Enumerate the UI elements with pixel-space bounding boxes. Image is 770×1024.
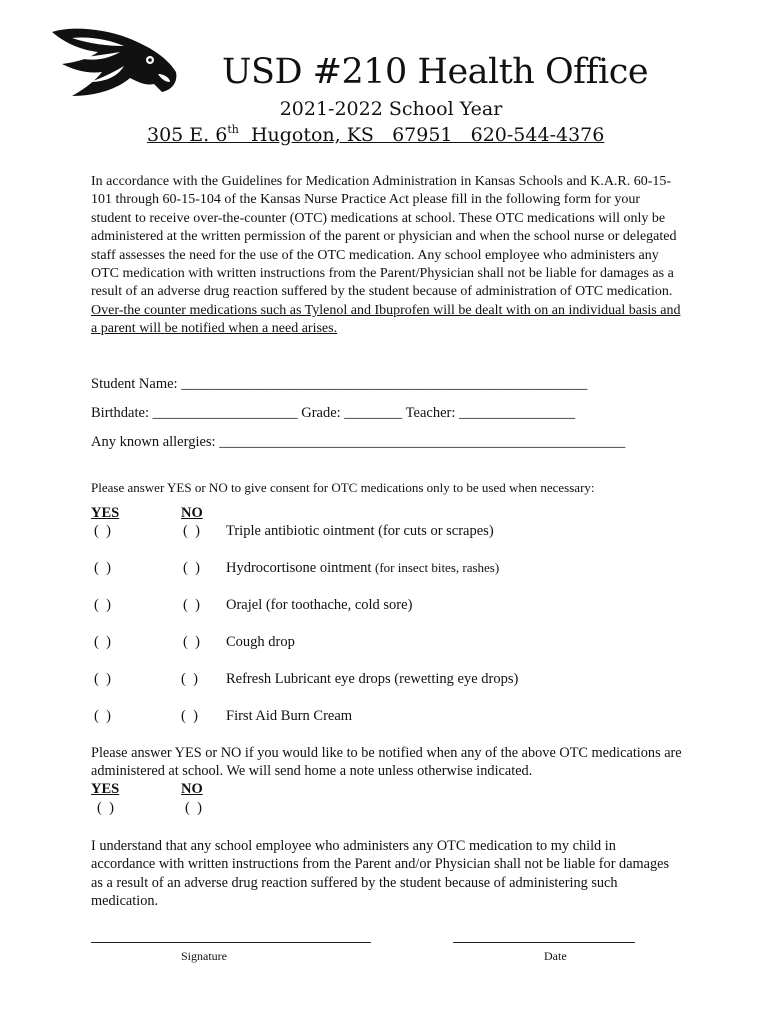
school-year: 2021-2022 School Year bbox=[279, 98, 503, 120]
student-name-field[interactable]: Student Name: ________________________________________________________ bbox=[91, 376, 588, 392]
no-checkbox[interactable]: ( ) bbox=[183, 634, 200, 650]
allergies-field[interactable]: Any known allergies: ________________________________________________________ bbox=[91, 434, 626, 450]
medication-item bbox=[226, 523, 494, 540]
acknowledgment-paragraph: I understand that any school employee who administers any OTC medication to my child in accordance with written instructions from the Parent and/or Physician shall not be liable for damages as a result of an adverse drug reaction suffered by the student because of administering such medication. bbox=[91, 838, 670, 910]
notify-no-checkbox[interactable]: ( ) bbox=[185, 800, 202, 816]
medication-item bbox=[226, 708, 352, 725]
medication-note: (for insect bites, rashes) bbox=[375, 560, 500, 575]
medication-name: Refresh Lubricant eye drops (rewetting eye drops) bbox=[226, 671, 519, 687]
signature-label: Signature bbox=[181, 949, 227, 963]
yes-checkbox[interactable]: ( ) bbox=[94, 634, 111, 650]
consent-prompt: Please answer YES or NO to give consent for OTC medications only to be used when necessary: bbox=[91, 480, 595, 495]
notify-no-header: NO bbox=[181, 781, 203, 797]
notify-yes-header: YES bbox=[91, 781, 120, 797]
yes-checkbox[interactable]: ( ) bbox=[94, 523, 111, 539]
yes-checkbox[interactable]: ( ) bbox=[94, 597, 111, 613]
no-checkbox[interactable]: ( ) bbox=[181, 708, 198, 724]
medication-name: Triple antibiotic ointment (for cuts or scrapes) bbox=[226, 523, 494, 539]
address-city-phone: Hugoton, KS 67951 620-544-4376 bbox=[238, 124, 605, 146]
eagle-head-icon bbox=[52, 29, 176, 96]
yes-column-header: YES bbox=[91, 505, 120, 521]
yes-checkbox[interactable]: ( ) bbox=[94, 560, 111, 576]
medication-name: First Aid Burn Cream bbox=[226, 708, 353, 724]
yes-checkbox[interactable]: ( ) bbox=[94, 671, 111, 687]
notify-yes-checkbox[interactable]: ( ) bbox=[97, 800, 114, 816]
birthdate-grade-teacher-field[interactable]: Birthdate: ____________________ Grade: ________ Teacher: ________________ bbox=[91, 405, 575, 421]
medication-name: Hydrocortisone ointment bbox=[226, 560, 376, 576]
notify-prompt: Please answer YES or NO if you would like to be notified when any of the above OTC medications are administered at school. We will send home a note unless otherwise indicated. bbox=[91, 745, 682, 780]
no-checkbox[interactable]: ( ) bbox=[181, 671, 198, 687]
intro-underlined-text: Over-the counter medications such as Tylenol and Ibuprofen will be dealt with on an individual basis and a parent will be notified when a need arises. bbox=[91, 302, 681, 337]
medication-item bbox=[226, 671, 518, 688]
page-title: USD #210 Health Office bbox=[222, 52, 649, 92]
no-column-header: NO bbox=[181, 505, 203, 521]
date-line[interactable] bbox=[453, 942, 635, 943]
no-checkbox[interactable]: ( ) bbox=[183, 560, 200, 576]
medication-item bbox=[226, 597, 412, 614]
office-address bbox=[147, 123, 604, 146]
eagle-logo bbox=[50, 24, 180, 102]
no-checkbox[interactable]: ( ) bbox=[183, 523, 200, 539]
intro-text: In accordance with the Guidelines for Medication Administration in Kansas Schools and K.A.R. 60-15-101 through 60-15-104 of the Kansas Nurse Practice Act please fill in the following form for your student to receive over-the-counter (OTC) medications at school. These OTC medications will only be administered at the written permission of the parent or physician and when the school nurse or delegated staff assesses the need for the use of the OTC medication. Any school employee who administers any OTC medication with written instructions from the Parent/Physician shall not be liable for damages as a result of an adverse drug reaction suffered by the student because of administration of OTC medication. bbox=[91, 174, 677, 300]
yes-checkbox[interactable]: ( ) bbox=[94, 708, 111, 724]
medication-name: Cough drop bbox=[226, 634, 295, 650]
medication-name: Orajel (for toothache, cold sore) bbox=[226, 597, 413, 613]
date-label: Date bbox=[544, 949, 567, 963]
no-checkbox[interactable]: ( ) bbox=[183, 597, 200, 613]
address-street: 305 E. 6 bbox=[147, 124, 228, 146]
medication-item bbox=[226, 560, 499, 577]
medication-item bbox=[226, 634, 295, 651]
address-superscript: th bbox=[227, 123, 239, 136]
signature-line[interactable] bbox=[91, 942, 371, 943]
intro-paragraph bbox=[91, 173, 683, 339]
